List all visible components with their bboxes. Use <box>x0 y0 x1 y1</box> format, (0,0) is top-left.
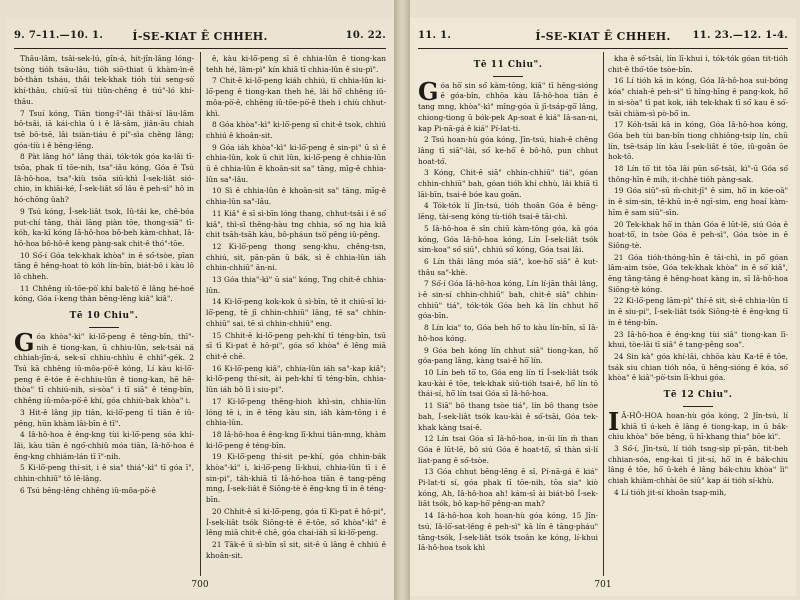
right-header-book-title: Í-SE-KIAT Ê CHHEH. <box>535 30 671 43</box>
chapter-rule <box>89 327 119 328</box>
verse: 17 Kóh-tsāi kā in kóng, Góa Iâ-hô-hoa kóng, Góa beh tùi ban-bîn tiong chhiōng-tsip lín, chū lín, tsē-tsáp lín kàu Í-sek-liât ê tōe, iû-goân ōe hok-tō. <box>608 120 788 162</box>
verse: 5 Iâ-hô-hoa ê sîn chiū kàm-tōng góa, kā góa kóng, Góa Iâ-hô-hoa kóng, Lín Í-sek-liât tsók sim-koa" só͘ siū", chhiú só͘ kóng, Góa tsai lâi. <box>418 223 598 255</box>
chapter-rule <box>683 406 713 407</box>
left-column-1 <box>14 54 194 574</box>
chapter-opening-text: óa khòa"-kì" ki-lō͘-peng ê tēng-bīn, thī"-nih ê tiong-kan, ū chhiu-lûn, sek-tsái ná chhiah-jīn-á, sek-sī chhiu-chhìu ê chhì"-gék. 2 Tsú kā chhêng iû-môa-pò͘-ê kóng, Lí kàu ki-lō͘-peng ê ē-tóe ê ē-chhiu-lûn ê tiong-kan, hē hê-thòa" tī chhiú-nih, si-sòa" i tī siā" ê téng-bīn, chhêng iû-môa-pò͘-ê khí, góa chhiù-bak khòa" i. <box>14 331 194 406</box>
verse: 20 Tek-khak hō͘ in thàn Góa ê lūt-lē, siú Góa ê hoat-tō͘, in tsòe Góa ê peh-sì", Góa tsòe in ê Siōng-tè. <box>608 219 788 250</box>
verse: 22 Ki-lō͘-peng lām-pì" thí-ê sit, sì-ê chhia-lûn tī in ê siu-pi", Í-sek-liât tsók Siōng-tè ê êng-kng tī in ê téng-bīn. <box>608 296 788 327</box>
right-column-1 <box>418 54 598 574</box>
verse: 10 Lín beh tō͘ to, Góa eng lín tī Í-sek-liât tsók kau-kài ê tōe, tek-khak siū-tióh tsai-ê, hō͘ lín tō thái-sí, hō͘ lín tsai Góa sī Iâ-hô-hoa. <box>418 367 598 399</box>
chapter-opening-text: Â-HÔ-HOA hoan-hù góa kóng, 2 Jîn-tsú, lí khiā tī ú-keh ê lâng ê tiong-kap, in ū bák-chiu khòa" bōe bêng, ū hī-khang thia" bōe kì". <box>608 410 788 442</box>
verse: 16 Ki-lō͘-peng kiâ", chhia-lûn iáh sa"-kap kiâ"; ki-lō͘-peng thí-sit, ài peh-khí tī téng-bīn, chhia-lûn iáh bô lī i siu-pi". <box>206 363 386 395</box>
verse: 10 Só͘-í Góa tek-khak khòa" in ê só͘-tsòe, pīan tāng ê hêng-hoat tò kóh lín-bīn, biát-bô i kàu lô lô chheh. <box>14 250 194 282</box>
verse: 4 Iâ-hô-hoa ê êng-kng tùi ki-lō͘-peng sóa khí-lâi, kàu tiān ê ngó͘-chhiû móa tiān, Iâ-hô-hoa ê êng-kng chhiám-lán tī î"-nih. <box>14 430 194 461</box>
verse: 3 Só͘-í, Jîn-tsú, lí tióh tsng-sip pī-pān, tit-beh chhian-sóa, eng-kai tī jit-sí, hō͘ in ê bák-chiu lâng ê tōe, hō͘ ū-kéh ê lâng bák-chiu khòa" lì" chiah khiàm-chhài ōe siû" kap ái tióh sí-khù. <box>608 443 788 486</box>
verse: 9 Tsú kóng, Í-sek-liât tsok, Iû-tâi ke, chê-bóa put-chí tāng, thài lāng piàn tōe, thong-siā" tī-kóh, ka-kī kóng Iâ-hô-hoa bô-beh kàm-chhat, Iâ-hô-hoa bô-hô-ê keng pàng-sak chit-ê thó"-tōe. <box>14 206 194 248</box>
drop-cap: I <box>608 406 620 436</box>
right-header-rule <box>418 48 788 49</box>
left-page <box>6 18 394 596</box>
verse: 18 Iâ-hô-hoa ê êng-kng lī-khui tiān-mng, khàm ki-lō͘-peng ê téng-bīn. <box>206 429 386 450</box>
verse: 8 Lín kia" to, Góa beh hō͘ to kàu lín-bīn, sī Iâ-hô-hoa kóng. <box>418 323 598 343</box>
verse: 13 Góa chhut bēng-lēng ê sî, Pí-nā-gá ê kiá" Pi-lat-ti sí, góa phak tī tōe-nih, tōa sia" kiò kóng, Ah, Iâ-hô-hoa ah! kám-sī ài biát-bô Í-sek-liât tsók, bô kap-hō͘ pêng-an mah? <box>418 467 598 509</box>
verse: 18 Lín tō͘ tit tōa lâi pūn só͘-tsāi, kì"-ū Góa só͘ thông-hīn ê mih, it-chhè tióh pàng-sak. <box>608 164 788 184</box>
verse: 7 Só͘-í Góa Iâ-hô-hoa kóng, Lín lí-jān thâi lâng, i-ê sin-sí chhin-chhiū" bah, chit-ê siā" chhin-chhiū" tiá", tók-tók Góa beh kā lín chhut hō͘ góa-bīn. <box>418 279 598 321</box>
right-column-2 <box>608 54 788 574</box>
verse: 21 Góa tióh-thóng-hīn ê tāi-chì, in pō͘ góan lâm-aim tsòe, Góa tek-khak khòa" in ê só͘ kiâ", ēng tāng-tāng ê hêng-hoat kàng in, sī Iâ-hô-hoa Siōng-tè kóng. <box>608 252 788 294</box>
verse: 6 Lín thâi lâng móa siā", koe-hō͘ siā" ê kut-thâu sa"-khè. <box>418 256 598 277</box>
chapter-heading: Tē 10 Chiu". <box>69 311 139 322</box>
verse: 19 Ki-lō͘-peng thí-sit pe-khí, góa chhin-bák khòa"-kì" i, ki-lō͘-peng lī-khui, chhia-lûn tī i ê sin-pi", táh-khiā tī Iâ-hô-hoa tiān ê tang-pêng mng, Í-sek-liât ê Siōng-tè ê êng-kng tī in ê téng-bīn. <box>206 452 386 505</box>
right-page <box>410 18 796 596</box>
verse: 4 Lí tióh jit-sí khoân tsap-mih, <box>614 487 727 497</box>
verse: 14 Ki-lō͘-peng kok-kok ū sì-bīn, tē it chiū-sī ki-lō͘-peng, tē jī chhin-chhiū" lâng, tē sa" chhin-chhiū" sai, tē sì chhin-chhiū" eng. <box>206 297 386 328</box>
right-header-verse-start: 11. 1. <box>418 30 452 41</box>
chapter-opening <box>608 406 788 443</box>
left-column-2 <box>206 54 386 574</box>
right-running-header <box>418 30 788 46</box>
left-header-verse-end: 10. 22. <box>345 30 386 41</box>
right-page-number: 701 <box>594 580 612 590</box>
verse: 11 Chhêng iû-tōe-pò͘ khí bak-tò͘ ê lâng hé-hoé kóng, Góa í-keng thàn bēng-lēng kiâ" kiâ". <box>14 283 194 304</box>
chapter-opening <box>418 76 598 135</box>
verse: 3 Hit-ê lâng jip tiān, ki-lō͘-peng tī tiān ê iû-pêng, hūn khàm lâi-bīn ê tī". <box>14 407 194 428</box>
drop-cap: G <box>418 76 439 106</box>
chapter-opening <box>14 327 194 407</box>
verse: 15 Chhit-ê ki-lō͘-peng peh-khí tī téng-bīn, tsū sī tī Ki-pat ê hô-pi", góa só͘ khòa" ê lêng miā chit-ê chē. <box>206 330 386 361</box>
verse: 4 Tók-tók lí Jîn-tsú, tióh thoân Góa ê bēng-lēng, tài-seng kóng tù-tióh tsai-ê tāi-chì. <box>418 201 598 222</box>
verse: 19 Góa siū"-sū m̄-chit-jī" ê sim, hō͘ in kóe-oā" in ê sim-sin, tē-khū in-ê ngī-sim, eng hoaí kàm-hīm ê sam siū"-sīn. <box>608 186 788 217</box>
verse: 8 Góa khòa"-kì" ki-lō͘-peng sī chit-ê tsok, chhiú chhiú ê khoân-sit. <box>206 120 386 140</box>
verse: 14 Iâ-hô-hoa koh hoan-hù góa kóng, 15 Jîn-tsú, Iâ-lō͘-sat-lêng ê peh-sì" kā lín ê tāng-pháu" tāng-tsók, Í-sek-liât tsók tsoân ke kóng, lí-khui Iâ-hô-hoa tsok khì <box>418 511 598 553</box>
left-header-rule <box>14 48 386 49</box>
chapter-rule <box>493 76 523 77</box>
verse: 6 Tsú bēng-lēng chhêng iû-môa-pò͘-ê <box>20 485 156 495</box>
left-page-number: 700 <box>191 580 209 590</box>
verse: 2 Tsú hoan-hù góa kóng, Jîn-tsú, hiah-ê chêng lâng tī siā"-lâi, só͘ ke-hō͘ ê bô-hô, pun chhut hoat-tó͘. <box>418 135 598 166</box>
verse: 20 Chhit-ê sī ki-lō͘-peng, góa tī Ki-pat ê hô-pi", Í-sek-liât tsók Siōng-tè ê ē-tōe, só͘ khòa"-kì" ê lêng miā chit-ê chē, góa chai-iáh sī ki-lō͘-peng. <box>206 506 386 538</box>
book-gutter <box>394 0 410 600</box>
chapter-heading: Tē 11 Chiu". <box>473 60 543 70</box>
verse: 21 Tāk-ê ū sì-bīn sī sit, sit-ê ū lâng ê chhiú ê khoân-sit. <box>206 539 386 560</box>
right-header-verse-range: 11. 23.—12. 1-4. <box>692 30 788 41</box>
verse: 11 Siā" bô thang tsòe tiá", lín bô thang tsòe bah, Í-sek-liât tsók kau-kài ê só͘-tsāi, Góa tek-khak kàng tsai-ê. <box>418 401 598 432</box>
drop-cap: G <box>14 327 35 357</box>
verse: 7 Chit-ê ki-lō͘-peng kiáh chhiú, tī chhia-lûn ki-lō͘-peng ê tiong-kan theh hé, lâi hō͘ chhêng iû-môa-pò͘-ê, chhêng iû-tōe-pò͘-ê theh i chiù chhut-khì. <box>206 76 386 118</box>
left-column-divider <box>200 52 201 576</box>
verse: 13 Góa thia"-kì" ū sia" kóng, Tng chit-ê chhia-lûn. <box>206 275 386 295</box>
left-running-header <box>14 30 386 46</box>
verse: 12 Lín tsai Góa sī Iâ-hô-hoa, in-ūi lín m̄ than Góa ê lūt-lē, bô siú Góa ê hoat-tō͘, sī thàn sì-lí liat-pang ê só͘-tsòe. <box>418 434 598 465</box>
chapter-opening-text: óa hō͘ sin só͘ kàm-tōng, kiâ" tī hêng-sióng ê góa-bîn, chhōa kàu Iâ-hô-hoa tiān ê tang mng, khòa"-kì" mîng-góa ū jī-tsáp-gō͘ lâng, chiong-tiong ū bók-pek Ap-soat ê kiá" Iâ-san-ni, kap Pi-nā-gá ê kiá" Pí-lat-ti. <box>418 80 598 133</box>
chapter-heading: Tē 12 Chiu". <box>663 390 733 401</box>
verse: 12 Ki-lō͘-peng thong seng-khu, chêng-tsn, chhiú, sit, pān-pān ū bák, sì ê chhia-lûn iáh chhin-chhiū" ân-ni. <box>206 241 386 273</box>
left-header-verse-range: 9. 7–11.—10. 1. <box>14 30 104 41</box>
paragraph: Thâu-lâm, tsâi-sek-lú, gîn-á, hit-jîn-lâng lóng-tsòng tióh tsâu-lâu, tióh siō-thiat ū khàm-ìn-ê bô-thàn tsháu, thâi tek-khak tióh tùi seng-sò͘ khí-thâu, chiū-sī tùi tiûn-chêng ê tiú"-ló khí-thâu. <box>14 54 194 106</box>
right-column-divider <box>603 52 604 576</box>
verse: 23 Iâ-hô-hoa ê êng-kng tùi siâ" tiong-kan lī-khui, tòe-lāi tī siâ" ê tang-pêng soa". <box>608 329 788 350</box>
verse: 8 Pàt lâng hó" lâng thái, tók-tók góa ka-lâi tī-tsōa, phak tī tōe-nih, tsa"-iâu kóng, Góa ê Tsú Iâ-hô-hoa, tsa"-kiù tsōa siû-khì Í-sek-liât sió-chio, in khiāi-ké, Í-sek-liât số lâu ê peh-sì" hô in hó-chōng ûah? <box>14 152 194 205</box>
verse: 5 Ki-lō͘-peng thí-sit, i ê sia" thiá"-kì" tī góa ī", chhin-chhiū" tô lē-lâng. <box>14 463 194 484</box>
left-header-book-title: Í-SE-KIAT Ê CHHEH. <box>132 30 268 43</box>
verse: kha ê só͘-tsāi, lín lī-khui i, tók-tók góan tit-tióh chit-ê thó͘-tōe tsòe-bīn. <box>608 54 788 74</box>
verse: ê, kàu ki-lō͘-peng sī ê chhia-lûn ê tiong-kan tehh hé, lâm-pì" kín khiā tī chhia-lûn ê siu-pì". <box>206 54 386 74</box>
verse: 9 Góa iáh khòa"-kì" ki-lō͘-peng ê sin-pi" ū sì ê chhia-lûn, kok ū chit lûn, ki-lō͘-peng ê chhia-lûn ū ê chhia-lûn ê khoân-sit sa" tāng, mīg-ê chhia-lûn sa"-lâu. <box>206 142 386 184</box>
verse: 24 Sin kà" góa khí-lâi, chhōa kàu Ka-tē ê tōe, tsák siu chian tióh nōa, ū hêng-sióng ê kóa, só͘ khòa" ê kiâ"-pò͘-tsin lī-khui góa. <box>608 351 788 383</box>
verse: 17 Ki-lō͘-peng thêng-hioh khì-sin, chhia-lûn lóng tē i, in ê tēng kàu sin, iáh kàm-tōng i ê chhia-lûn. <box>206 396 386 428</box>
verse: 3 Kóng, Chit-ê siā" chhin-chhiū" tiá", góan chhin-chhiū" bah, góan tióh khí chhù, lâi khiā tī lāi-bīn, tsai-ê bóe kau goān. <box>418 168 598 199</box>
verse: 11 Kiâ" ê sī sì-bīn lóng thang, chhut-tsāi i ê só͘ kiâ", thì-sī thêng-hàu tng chhia, só͘ ng hia kiâ chit tsāh-tsāh kàu, bô-pháun tsò͘ pêng iû-pêng. <box>206 208 386 240</box>
verse: 10 Sì ê chhia-lûn ê khoân-sit sa" tāng, mīg-ê chhia-lûn sa"-lâu. <box>206 186 386 207</box>
verse: 9 Góa beh kóng lín chhut siā" tiong-kan, hō͘ góa-pang lâng, kàng tsai-ê hō͘ lín. <box>418 345 598 366</box>
verse: 16 Lí tióh kā in kóng, Góa Iâ-hô-hoa sui-bóng kóa" chiah-ê peh-sì" tī hîng-hīng ê pang-kok, hō͘ in si-sòa" tī pat kok, iáh tek-khak tī só͘ kau ê só͘-tsāi chiàm-sì pò-bō͘ in. <box>608 76 788 118</box>
verse: 7 Tsuí kóng, Tiān tiong-î"-lâi thâi-sí lâu-lâm bô-tsâi, iā kái-chìa ū i ê lâ-sâm, jiân-āu chiah tsē bô-tsē, lâi tsiàn-tiáu ê pí"-sìa chêng lâng; góa-tíù i ê bēng-lēng. <box>14 108 194 150</box>
